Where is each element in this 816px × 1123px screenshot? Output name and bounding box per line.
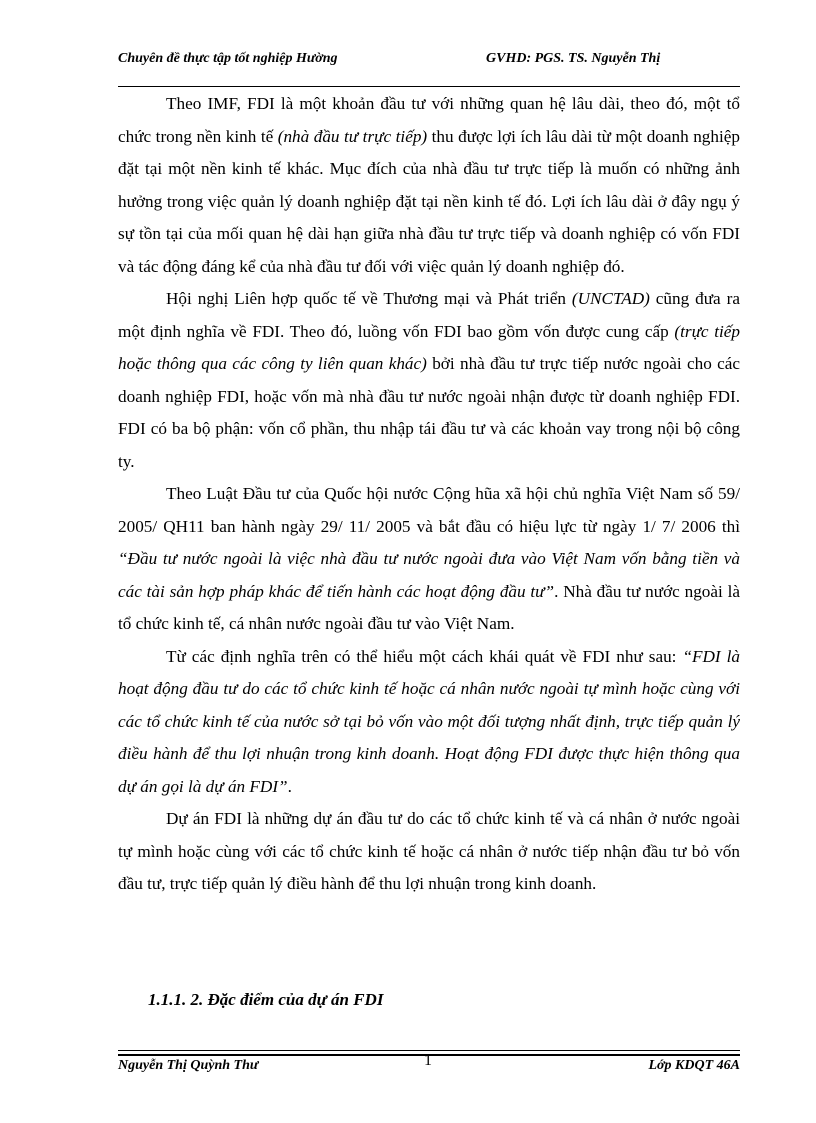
paragraph-law: Theo Luật Đầu tư của Quốc hội nước Cộng hũa xã hội chủ nghĩa Việt Nam số 59/ 2005/ QH11 ban hành ngày 29/ 11/ 2005 và bắt đầu có hiệu lực từ ngày 1/ 7/ 2006 thì “Đầu tư nước ngoài là việc nhà đầu tư nước ngoài đưa vào Việt Nam vốn bằng tiền và các tài sản hợp pháp khác để tiến hành các hoạt động đầu tư”. Nhà đầu tư nước ngoài là tổ chức kinh tế, cá nhân nước ngoài đầu tư vào Việt Nam.: [118, 484, 740, 633]
page-number: 1: [424, 1052, 432, 1069]
paragraph-unctad: Hội nghị Liên hợp quốc tế về Thương mại và Phát triển (UNCTAD) cũng đưa ra một định nghĩa về FDI. Theo đó, luồng vốn FDI bao gồm vốn được cung cấp (trực tiếp hoặc thông qua các công ty liên quan khác) bởi nhà đầu tư trực tiếp nước ngoài cho các doanh nghiệp FDI, hoặc vốn mà nhà đầu tư nước ngoài nhận được từ doanh nghiệp FDI. FDI có ba bộ phận: vốn cổ phần, thu nhập tái đầu tư và các khoản vay trong nội bộ công ty.: [118, 289, 740, 471]
page-footer: [118, 1052, 740, 1076]
header-advisor: GVHD: PGS. TS. Nguyễn Thị: [486, 51, 661, 66]
footer-class: Lớp KDQT 46A: [648, 1058, 740, 1073]
header-rule: [118, 86, 740, 87]
page-header: [118, 50, 740, 86]
paragraph-definition: Từ các định nghĩa trên có thể hiểu một cách khái quát về FDI như sau: “FDI là hoạt động đầu tư do các tổ chức kinh tế hoặc cá nhân nước ngoài tự mình hoặc cùng với các tổ chức kinh tế của nước sở tại bỏ vốn vào một đối tượng nhất định, trực tiếp quản lý điều hành để thu lợi nhuận trong kinh doanh. Hoạt động FDI được thực hiện thông qua dự án gọi là dự án FDI”.: [118, 646, 740, 796]
paragraph-imf: Theo IMF, FDI là một khoản đầu tư với những quan hệ lâu dài, theo đó, một tổ chức trong nền kinh tế (nhà đầu tư trực tiếp) thu được lợi ích lâu dài từ một doanh nghiệp đặt tại một nền kinh tế khác. Mục đích của nhà đầu tư trực tiếp là muốn có những ảnh hưởng trong việc quản lý doanh nghiệp đặt tại nền kinh tế đó. Lợi ích lâu dài ở đây ngụ ý sự tồn tại của mối quan hệ dài hạn giữa nhà đầu tư trực tiếp và doanh nghiệp có vốn FDI và tác động đáng kể của nhà đầu tư đối với việc quản lý doanh nghiệp đó.: [118, 94, 740, 276]
document-body: [118, 88, 740, 901]
section-heading: 1.1.1. 2. Đặc điểm của dự án FDI: [148, 990, 384, 1009]
footer-author: Nguyễn Thị Quỳnh Thư: [118, 1058, 259, 1073]
header-title: Chuyên đề thực tập tốt nghiệp Hường: [118, 51, 338, 66]
paragraph-project: Dự án FDI là những dự án đầu tư do các tổ chức kinh tế và cá nhân ở nước ngoài tự mình hoặc cùng với các tổ chức kinh tế hoặc cá nhân ở nước tiếp nhận đầu tư bỏ vốn đầu tư, trực tiếp quản lý điều hành để thu lợi nhuận trong kinh doanh.: [118, 809, 740, 893]
